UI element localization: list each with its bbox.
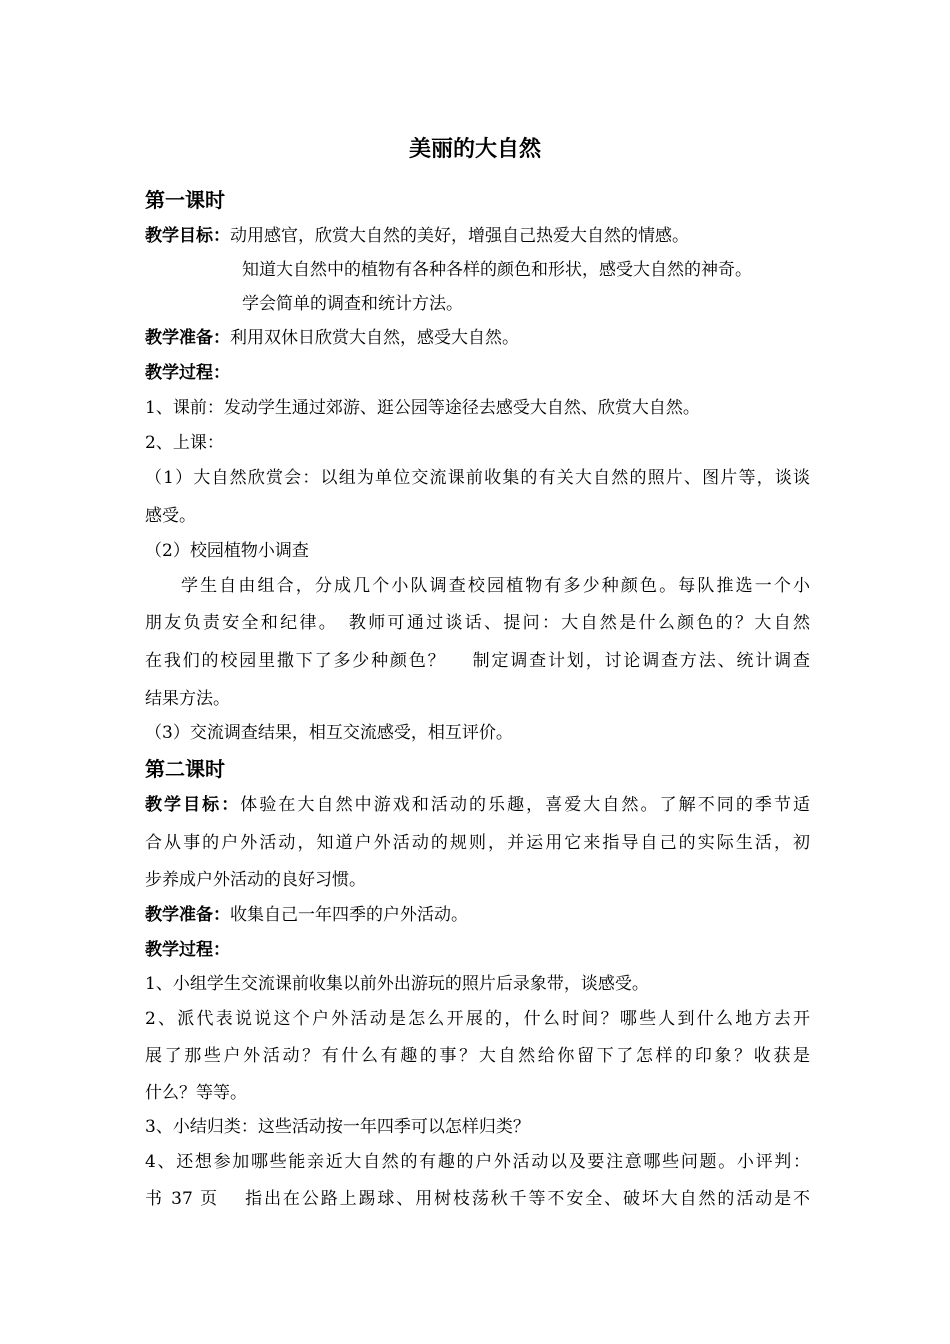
lesson2-prep-line: [145, 904, 810, 926]
lesson1-goal-1: 动用感官，欣赏大自然的美好，增强自己热爱大自然的情感。: [230, 226, 689, 246]
lesson1-para-a: 学生自由组合，分成几个小队调查校园植物有多少种颜色。每队推选一个小: [181, 576, 810, 596]
lesson1-goal-2: 知道大自然中的植物有各种各样的颜色和形状，感受大自然的神奇。: [242, 260, 752, 280]
lesson1-prep-label: 教学准备：: [145, 328, 230, 348]
lesson2-step-1: 1、小组学生交流课前收集以前外出游玩的照片后录象带，谈感受。: [145, 974, 649, 994]
lesson2-step-2-a: 2、派代表说说这个户外活动是怎么开展的，什么时间？哪些人到什么地方去开: [145, 1009, 810, 1029]
lesson1-goal-line: [145, 225, 810, 247]
lesson1-process-label: 教学过程：: [145, 363, 230, 383]
lesson2-step-3: 3、小结归类：这些活动按一年四季可以怎样归类？: [145, 1117, 530, 1137]
lesson2-goal-c: 步养成户外活动的良好习惯。: [145, 870, 366, 890]
lesson1-prep-line: [145, 327, 810, 349]
lesson1-goal-label: 教学目标：: [145, 226, 230, 246]
lesson1-step-2: 2、上课：: [145, 433, 224, 453]
lesson2-heading: 第二课时: [145, 757, 225, 781]
lesson2-step-4-a: 4、还想参加哪些能亲近大自然的有趣的户外活动以及要注意哪些问题。小评判：: [145, 1152, 810, 1172]
lesson1-para-c: 在我们的校园里撒下了多少种颜色？ 制定调查计划，讨论调查方法、统计调查: [145, 651, 810, 671]
lesson2-step-4-b: 书 37 页 指出在公路上踢球、用树枝荡秋千等不安全、破坏大自然的活动是不: [145, 1189, 810, 1209]
lesson1-sub-2: （2）校园植物小调查: [145, 541, 309, 561]
lesson2-prep: 收集自己一年四季的户外活动。: [230, 905, 468, 925]
lesson2-goal-label: 教学目标：: [145, 795, 241, 815]
lesson1-prep: 利用双休日欣赏大自然，感受大自然。: [230, 328, 519, 348]
document-title: 美丽的大自然: [408, 137, 541, 162]
lesson1-para-b: 朋友负责安全和纪律。 教师可通过谈话、提问：大自然是什么颜色的？大自然: [145, 613, 810, 633]
lesson1-step-1: 1、课前：发动学生通过郊游、逛公园等途径去感受大自然、欣赏大自然。: [145, 398, 700, 418]
lesson2-process-label: 教学过程：: [145, 940, 230, 960]
lesson2-step-2-b: 展了那些户外活动？有什么有趣的事？大自然给你留下了怎样的印象？收获是: [145, 1046, 810, 1066]
lesson1-sub-1-a: （1）大自然欣赏会：以组为单位交流课前收集的有关大自然的照片、图片等，谈谈: [145, 468, 810, 488]
lesson2-goal-a: 体验在大自然中游戏和活动的乐趣，喜爱大自然。了解不同的季节适: [240, 795, 810, 815]
lesson2-goal-b: 合从事的户外活动，知道户外活动的规则，并运用它来指导自己的实际生活，初: [145, 833, 810, 853]
lesson1-heading: 第一课时: [145, 188, 225, 212]
lesson2-step-2-c: 什么？等等。: [145, 1083, 247, 1103]
lesson1-sub-3: （3）交流调查结果，相互交流感受，相互评价。: [145, 723, 513, 743]
lesson1-para-d: 结果方法。: [145, 689, 230, 709]
lesson2-prep-label: 教学准备：: [145, 905, 230, 925]
lesson2-goal-line: [145, 794, 810, 816]
lesson1-goal-3: 学会简单的调查和统计方法。: [242, 294, 463, 314]
lesson1-sub-1-b: 感受。: [145, 506, 196, 526]
